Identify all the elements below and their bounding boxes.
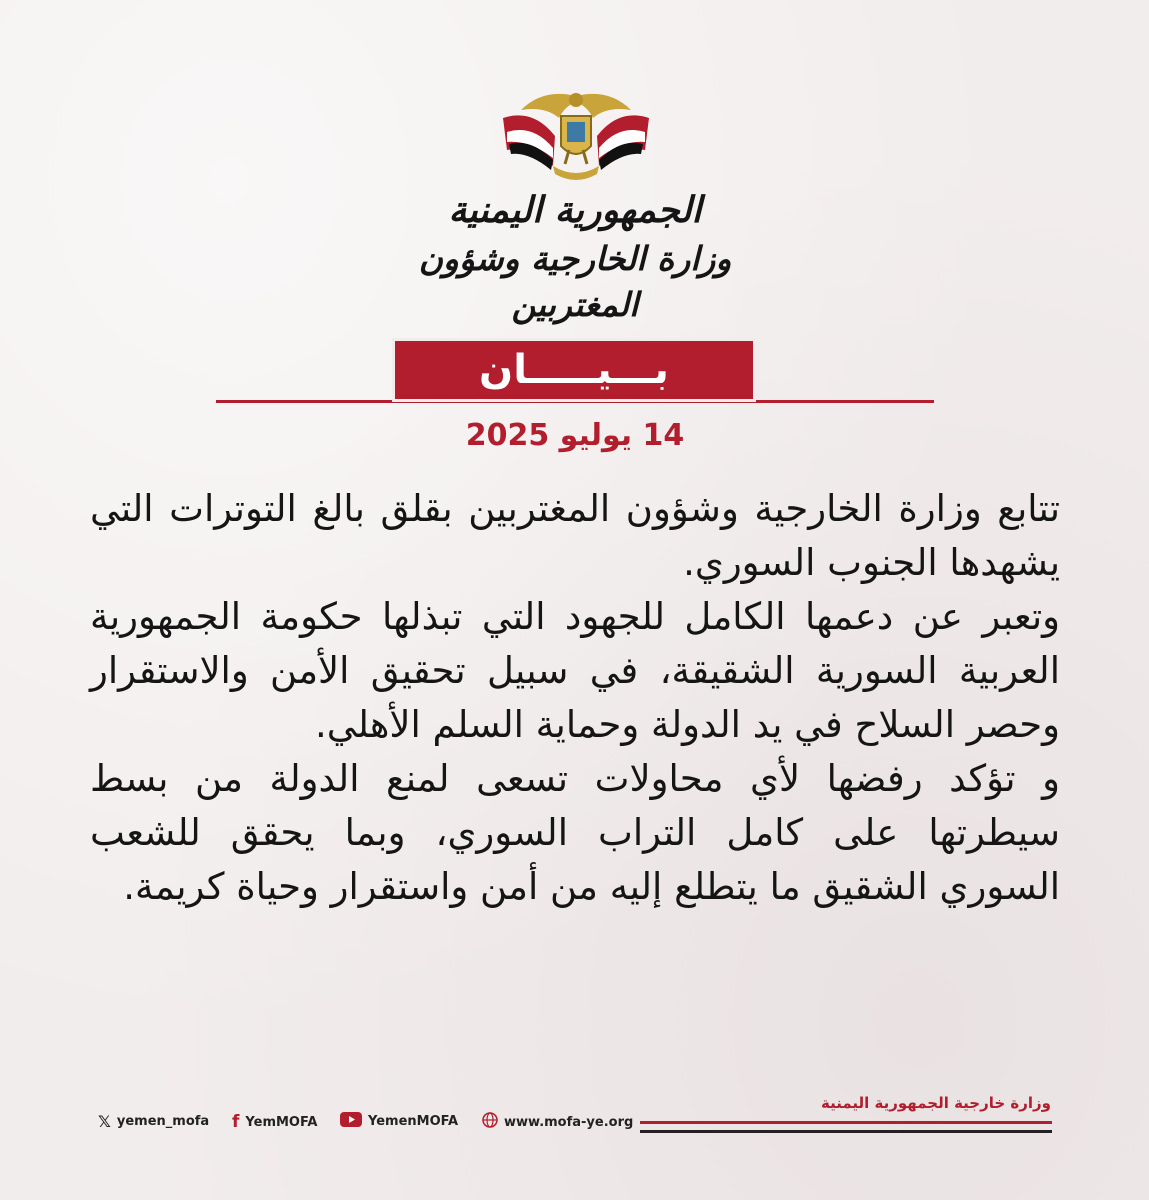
statement-date: 14 يوليو 2025	[465, 418, 685, 453]
footer-rule-red	[640, 1121, 1052, 1124]
statement-paragraph-3: و تؤكد رفضها لأي محاولات تسعى لمنع الدولة من بسط سيطرتها على كامل التراب السوري، وبما يحقق للشعب السوري الشقيق ما يتطلع إليه من أمن واستقرار وحياة كريمة.	[90, 757, 1060, 908]
statement-paragraph-1: تتابع وزارة الخارجية وشؤون المغتربين بقلق بالغ التوترات التي يشهدها الجنوب السوري.	[90, 487, 1060, 584]
footer	[0, 1085, 1149, 1165]
statement-body	[90, 482, 1060, 914]
ministry-name: وزارة الخارجية وشؤون المغتربين	[418, 239, 732, 324]
statement-paragraph-2: وتعبر عن دعمها الكامل للجهود التي تبذلها حكومة الجمهورية العربية السورية الشقيقة، في سبيل تحقيق الأمن والاستقرار وحصر السلاح في يد الدولة وحماية السلم الأهلي.	[90, 595, 1060, 746]
facebook-icon: f	[232, 1112, 240, 1132]
x-icon: 𝕏	[98, 1112, 111, 1131]
eagle-emblem-icon	[493, 88, 659, 188]
x-link[interactable]	[98, 1112, 209, 1131]
footer-rule-black	[640, 1130, 1052, 1133]
footer-ministry-name: وزارة خارجية الجمهورية اليمنية	[821, 1094, 1051, 1112]
facebook-link[interactable]	[232, 1112, 317, 1132]
statement-title: بـــيـــــان	[479, 347, 669, 393]
website-link[interactable]	[482, 1112, 633, 1132]
globe-icon	[482, 1112, 498, 1132]
facebook-handle: YemMOFA	[245, 1114, 318, 1130]
title-banner	[392, 338, 756, 402]
website-url: www.mofa-ye.org	[504, 1114, 634, 1130]
youtube-handle: YemenMOFA	[368, 1114, 459, 1129]
youtube-link[interactable]	[340, 1112, 458, 1131]
youtube-icon	[340, 1112, 362, 1131]
republic-name: الجمهورية اليمنية	[448, 189, 702, 231]
x-handle: yemen_mofa	[116, 1114, 210, 1129]
